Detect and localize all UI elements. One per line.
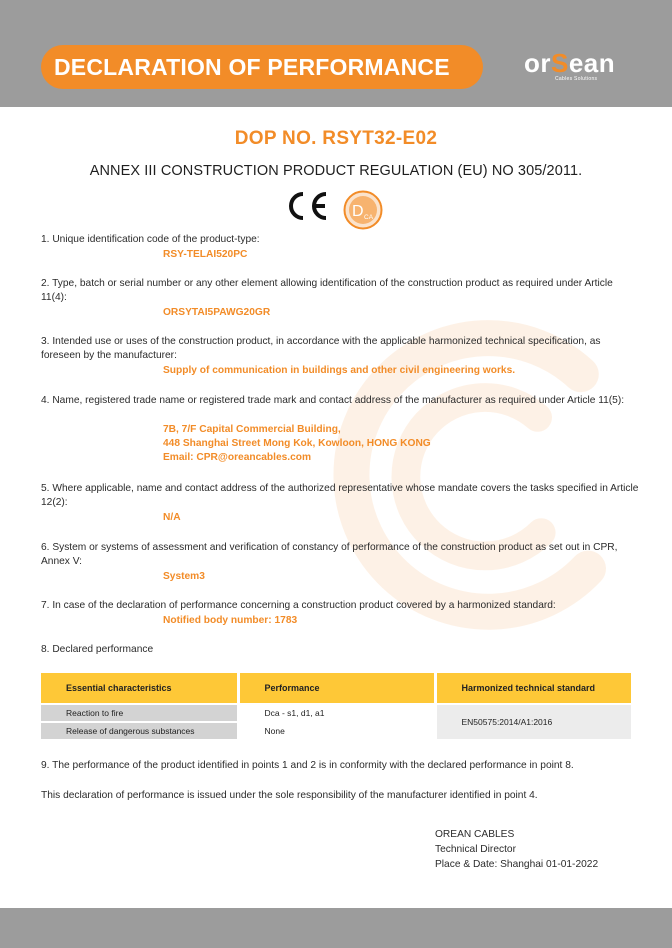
item-2-label: 2. Type, batch or serial number or any other element allowing identification of the construction product as required under Article 11(4): bbox=[41, 278, 613, 303]
document-title: DECLARATION OF PERFORMANCE bbox=[41, 45, 483, 89]
signature-role: Technical Director bbox=[435, 844, 516, 855]
annex-regulation: ANNEX III CONSTRUCTION PRODUCT REGULATION (EU) NO 305/2011. bbox=[89, 163, 583, 179]
svg-text:CA: CA bbox=[364, 214, 374, 221]
signature-place-date: Place & Date: Shanghai 01-01-2022 bbox=[435, 859, 599, 870]
signature-company: OREAN CABLES bbox=[435, 829, 515, 840]
cell-standard: EN50575:2014/A1:2016 bbox=[435, 704, 631, 739]
item-2-value: ORSYTAI5PAWG20GR bbox=[163, 307, 271, 318]
ce-mark-icon bbox=[284, 189, 330, 223]
item-6-label: 6. System or systems of assessment and verification of constancy of performance of the construction product as set out in CPR, Annex V: bbox=[41, 542, 618, 567]
declared-performance-table bbox=[41, 673, 631, 739]
item-4-address-line-1: 7B, 7/F Capital Commercial Building, bbox=[163, 424, 341, 435]
column-header-characteristics: Essential characteristics bbox=[41, 673, 238, 704]
table-row bbox=[41, 704, 631, 722]
signature-block bbox=[435, 827, 598, 872]
svg-text:D: D bbox=[352, 203, 364, 220]
conformity-statement: 9. The performance of the product identified in points 1 and 2 is in conformity with the declared performance in point 8. bbox=[41, 760, 574, 771]
item-5-value: N/A bbox=[163, 512, 181, 523]
column-header-standard: Harmonized technical standard bbox=[435, 673, 631, 704]
item-7-label: 7. In case of the declaration of performance concerning a construction product covered by a harmonized standard: bbox=[41, 600, 556, 611]
item-3-label: 3. Intended use or uses of the construction product, in accordance with the applicable harmonized technical specification, as foreseen by the manufacturer: bbox=[41, 336, 601, 361]
dca-class-badge-icon bbox=[343, 190, 383, 230]
table-header-row bbox=[41, 673, 631, 704]
logo-tagline: Cables Solutions bbox=[555, 76, 598, 82]
logo-wordmark: orSean bbox=[524, 48, 616, 78]
dop-number: DOP NO. RSYT32-E02 bbox=[234, 128, 438, 149]
header-bar bbox=[0, 0, 672, 107]
item-3-value: Supply of communication in buildings and other civil engineering works. bbox=[163, 365, 516, 376]
item-1-label: 1. Unique identification code of the product-type: bbox=[41, 234, 260, 245]
column-header-performance: Performance bbox=[238, 673, 435, 704]
cell-characteristic: Release of dangerous substances bbox=[41, 722, 238, 739]
cell-performance: Dca - s1, d1, a1 bbox=[238, 704, 435, 722]
footer-bar bbox=[0, 908, 672, 948]
cell-performance: None bbox=[238, 722, 435, 739]
item-8-label: 8. Declared performance bbox=[41, 644, 154, 655]
item-4-email[interactable]: Email: CPR@oreancables.com bbox=[163, 452, 312, 463]
responsibility-statement: This declaration of performance is issued under the sole responsibility of the manufacturer identified in point 4. bbox=[41, 790, 538, 801]
item-4-label: 4. Name, registered trade name or registered trade mark and contact address of the manufacturer as required under Article 11(5): bbox=[41, 395, 625, 406]
item-4-address-line-2: 448 Shanghai Street Mong Kok, Kowloon, HONG KONG bbox=[163, 438, 431, 449]
orean-logo bbox=[524, 50, 636, 86]
item-6-value: System3 bbox=[163, 571, 205, 582]
cell-characteristic: Reaction to fire bbox=[41, 704, 238, 722]
item-7-value: Notified body number: 1783 bbox=[163, 615, 298, 626]
item-5-label: 5. Where applicable, name and contact address of the authorized representative whose mandate covers the tasks specified in Article 12(2): bbox=[41, 483, 639, 508]
item-1-value: RSY-TELAI520PC bbox=[163, 249, 248, 260]
